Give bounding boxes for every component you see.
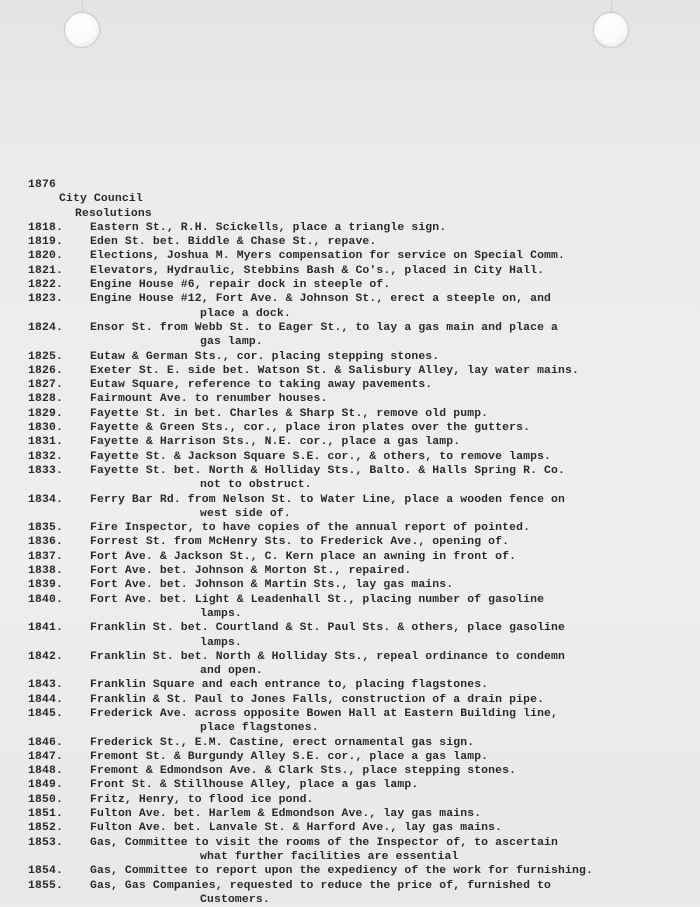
list-item xyxy=(28,350,698,364)
typed-index xyxy=(28,178,698,907)
list-item xyxy=(28,249,698,263)
entry-number: 1823. xyxy=(28,293,63,306)
entry-line: Fayette St. & Jackson Square S.E. cor., & others, to remove lamps. xyxy=(90,450,552,463)
entry-line: Elections, Joshua M. Myers compensation for service on Special Comm. xyxy=(90,250,566,263)
list-item xyxy=(28,464,698,493)
entry-line: Gas, Committee to report upon the expediency of the work for furnishing. xyxy=(90,865,593,878)
list-item xyxy=(28,292,698,321)
entry-number: 1841. xyxy=(28,622,63,635)
entry-number: 1831. xyxy=(28,436,63,449)
entry-number: 1844. xyxy=(28,693,63,706)
entry-line: Engine House #6, repair dock in steeple of. xyxy=(90,279,391,292)
list-item xyxy=(28,264,698,278)
entry-number: 1854. xyxy=(28,865,63,878)
resolutions-heading: Resolutions xyxy=(75,207,152,220)
entry-text xyxy=(90,879,698,907)
list-item xyxy=(28,392,698,406)
entry-number: 1832. xyxy=(28,450,63,463)
entry-line: Ferry Bar Rd. from Nelson St. to Water Line, place a wooden fence on xyxy=(90,493,566,506)
list-item xyxy=(28,864,698,878)
entry-text xyxy=(90,821,698,835)
entry-line: Elevators, Hydraulic, Stebbins Bash & Co's., placed in City Hall. xyxy=(90,264,545,277)
entry-text xyxy=(90,535,698,549)
list-item xyxy=(28,321,698,350)
list-item xyxy=(28,378,698,392)
entry-number: 1848. xyxy=(28,765,63,778)
entry-text xyxy=(90,621,698,650)
list-item xyxy=(28,836,698,865)
entry-number: 1825. xyxy=(28,350,63,363)
entry-line: Fairmount Ave. to renumber houses. xyxy=(90,393,328,406)
entry-number: 1849. xyxy=(28,779,63,792)
entry-text xyxy=(90,578,698,592)
entry-continuation: not to obstruct. xyxy=(200,479,312,492)
entry-line: Fritz, Henry, to flood ice pond. xyxy=(90,793,314,806)
entry-number: 1839. xyxy=(28,579,63,592)
entry-number: 1819. xyxy=(28,236,63,249)
entry-continuation: and open. xyxy=(200,665,263,678)
list-item xyxy=(28,678,698,692)
entry-line: Fulton Ave. bet. Lanvale St. & Harford Ave., lay gas mains. xyxy=(90,822,503,835)
list-item xyxy=(28,750,698,764)
entry-line: Ensor St. from Webb St. to Eager St., to lay a gas main and place a xyxy=(90,321,559,334)
entry-number: 1826. xyxy=(28,364,63,377)
entry-continuation: what further facilities are essential xyxy=(200,850,459,863)
entry-text xyxy=(90,550,698,564)
entry-text xyxy=(90,593,698,622)
entry-line: Fayette & Green Sts., cor., place iron plates over the gutters. xyxy=(90,422,531,435)
entry-text xyxy=(90,249,698,263)
entry-number: 1852. xyxy=(28,822,63,835)
entry-text xyxy=(90,435,698,449)
entry-number: 1827. xyxy=(28,379,63,392)
entry-text xyxy=(90,464,698,493)
entry-line: Frederick St., E.M. Castine, erect ornamental gas sign. xyxy=(90,736,475,749)
entry-line: Eden St. bet. Biddle & Chase St., repave. xyxy=(90,236,377,249)
list-item xyxy=(28,278,698,292)
entry-number: 1833. xyxy=(28,464,63,477)
entry-continuation: place a dock. xyxy=(200,307,291,320)
list-item xyxy=(28,693,698,707)
entry-text xyxy=(90,693,698,707)
entry-line: Exeter St. E. side bet. Watson St. & Salisbury Alley, lay water mains. xyxy=(90,364,579,377)
list-item xyxy=(28,521,698,535)
list-item xyxy=(28,807,698,821)
entry-line: Fire Inspector, to have copies of the annual report of pointed. xyxy=(90,522,531,535)
entry-text xyxy=(90,364,698,378)
entry-text xyxy=(90,650,698,679)
entry-number: 1842. xyxy=(28,650,63,663)
entry-line: Fayette St. bet. North & Holliday Sts., Balto. & Halls Spring R. Co. xyxy=(90,464,566,477)
list-item xyxy=(28,407,698,421)
entry-number: 1851. xyxy=(28,808,63,821)
list-item xyxy=(28,550,698,564)
list-item xyxy=(28,564,698,578)
entry-number: 1835. xyxy=(28,522,63,535)
entry-line: Fort Ave. bet. Johnson & Morton St., repaired. xyxy=(90,565,412,578)
entry-line: Fort Ave. & Jackson St., C. Kern place an awning in front of. xyxy=(90,550,517,563)
entry-number: 1853. xyxy=(28,836,63,849)
entry-text xyxy=(90,836,698,865)
entry-text xyxy=(90,321,698,350)
entry-text xyxy=(90,407,698,421)
entry-number: 1845. xyxy=(28,707,63,720)
entry-text xyxy=(90,564,698,578)
entry-number: 1840. xyxy=(28,593,63,606)
entry-line: Franklin & St. Paul to Jones Falls, construction of a drain pipe. xyxy=(90,693,545,706)
entry-line: Eutaw & German Sts., cor. placing stepping stones. xyxy=(90,350,440,363)
entry-line: Fayette & Harrison Sts., N.E. cor., place a gas lamp. xyxy=(90,436,461,449)
list-item xyxy=(28,764,698,778)
entry-line: Fort Ave. bet. Light & Leadenhall St., placing number of gasoline xyxy=(90,593,545,606)
entry-line: Eutaw Square, reference to taking away pavements. xyxy=(90,379,433,392)
list-item xyxy=(28,650,698,679)
punch-hole xyxy=(65,13,99,47)
list-item xyxy=(28,493,698,522)
entry-text xyxy=(90,778,698,792)
entry-list xyxy=(28,221,698,907)
entry-number: 1834. xyxy=(28,493,63,506)
entry-number: 1843. xyxy=(28,679,63,692)
entry-text xyxy=(90,421,698,435)
entry-line: Fort Ave. bet. Johnson & Martin Sts., lay gas mains. xyxy=(90,579,454,592)
entry-line: Gas, Committee to visit the rooms of the Inspector of, to ascertain xyxy=(90,836,559,849)
entry-line: Fulton Ave. bet. Harlem & Edmondson Ave., lay gas mains. xyxy=(90,808,482,821)
entry-line: Fremont & Edmondson Ave. & Clark Sts., place stepping stones. xyxy=(90,765,517,778)
entry-text xyxy=(90,750,698,764)
list-item xyxy=(28,793,698,807)
entry-number: 1821. xyxy=(28,264,63,277)
entry-text xyxy=(90,678,698,692)
entry-text xyxy=(90,521,698,535)
entry-number: 1850. xyxy=(28,793,63,806)
entry-number: 1837. xyxy=(28,550,63,563)
entry-line: Gas, Gas Companies, requested to reduce the price of, furnished to xyxy=(90,879,552,892)
entry-text xyxy=(90,392,698,406)
entry-text xyxy=(90,278,698,292)
list-item xyxy=(28,736,698,750)
entry-number: 1855. xyxy=(28,879,63,892)
entry-number: 1838. xyxy=(28,565,63,578)
list-item xyxy=(28,435,698,449)
entry-line: Front St. & Stillhouse Alley, place a gas lamp. xyxy=(90,779,419,792)
list-item xyxy=(28,578,698,592)
entry-text xyxy=(90,493,698,522)
entry-text xyxy=(90,378,698,392)
entry-continuation: lamps. xyxy=(200,607,242,620)
council-heading: City Council xyxy=(59,193,143,206)
list-item xyxy=(28,707,698,736)
entry-line: Fremont St. & Burgundy Alley S.E. cor., place a gas lamp. xyxy=(90,750,489,763)
list-item xyxy=(28,450,698,464)
entry-line: Engine House #12, Fort Ave. & Johnson St., erect a steeple on, and xyxy=(90,293,552,306)
entry-line: Franklin St. bet. Courtland & St. Paul Sts. & others, place gasoline xyxy=(90,622,566,635)
year-heading: 1876 xyxy=(28,179,56,191)
list-item xyxy=(28,593,698,622)
entry-text xyxy=(90,736,698,750)
entry-text xyxy=(90,264,698,278)
entry-continuation: place flagstones. xyxy=(200,722,319,735)
entry-text xyxy=(90,864,698,878)
entry-continuation: gas lamp. xyxy=(200,336,263,349)
list-item xyxy=(28,621,698,650)
entry-text xyxy=(90,450,698,464)
entry-continuation: lamps. xyxy=(200,636,242,649)
list-item xyxy=(28,235,698,249)
entry-number: 1824. xyxy=(28,321,63,334)
entry-text xyxy=(90,807,698,821)
entry-text xyxy=(90,221,698,235)
entry-line: Frederick Ave. across opposite Bowen Hall at Eastern Building line, xyxy=(90,707,559,720)
entry-line: Eastern St., R.H. Scickells, place a triangle sign. xyxy=(90,221,447,234)
entry-text xyxy=(90,350,698,364)
list-item xyxy=(28,221,698,235)
list-item xyxy=(28,535,698,549)
list-item xyxy=(28,821,698,835)
entry-line: Franklin St. bet. North & Holliday Sts., repeal ordinance to condemn xyxy=(90,650,566,663)
entry-number: 1847. xyxy=(28,750,63,763)
entry-text xyxy=(90,793,698,807)
entry-text xyxy=(90,707,698,736)
entry-text xyxy=(90,764,698,778)
entry-number: 1822. xyxy=(28,279,63,292)
list-item xyxy=(28,879,698,907)
entry-line: Fayette St. in bet. Charles & Sharp St., remove old pump. xyxy=(90,407,489,420)
entry-continuation: west side of. xyxy=(200,507,291,520)
list-item xyxy=(28,778,698,792)
list-item xyxy=(28,364,698,378)
entry-number: 1818. xyxy=(28,221,63,234)
entry-number: 1820. xyxy=(28,250,63,263)
entry-number: 1828. xyxy=(28,393,63,406)
punch-hole xyxy=(594,13,628,47)
entry-line: Franklin Square and each entrance to, placing flagstones. xyxy=(90,679,489,692)
entry-number: 1829. xyxy=(28,407,63,420)
entry-number: 1846. xyxy=(28,736,63,749)
entry-number: 1830. xyxy=(28,422,63,435)
entry-continuation: Customers. xyxy=(200,893,270,906)
entry-number: 1836. xyxy=(28,536,63,549)
list-item xyxy=(28,421,698,435)
entry-line: Forrest St. from McHenry Sts. to Frederick Ave., opening of. xyxy=(90,536,510,549)
entry-text xyxy=(90,235,698,249)
entry-text xyxy=(90,292,698,321)
